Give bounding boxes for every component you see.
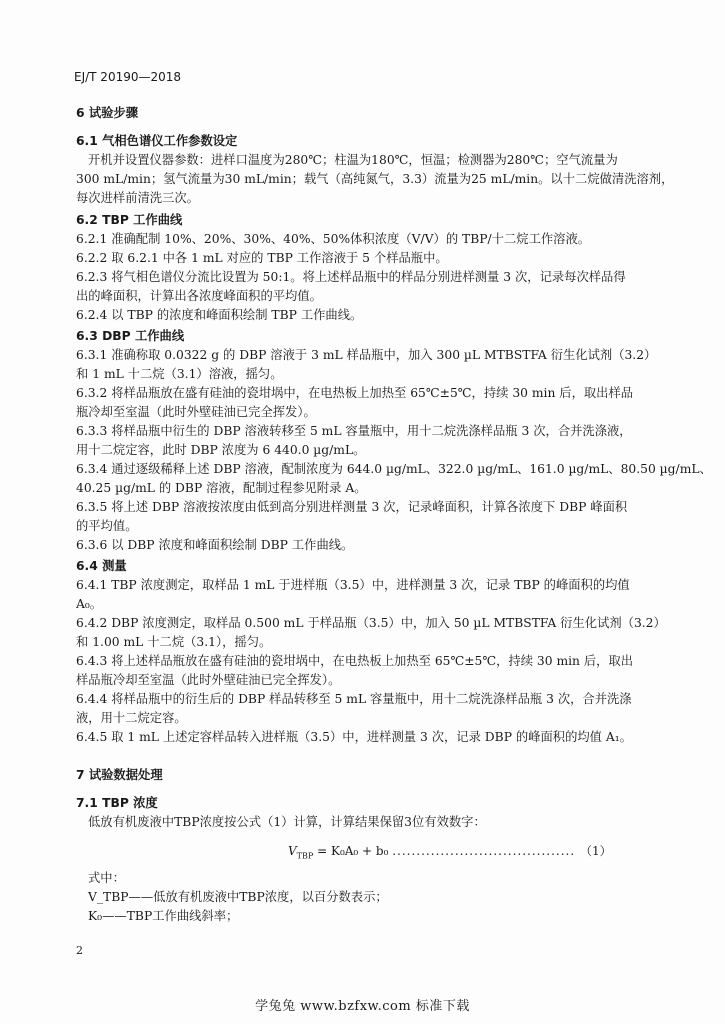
- formula-rhs: = K₀A₀ + b₀: [317, 844, 389, 858]
- body-text-line: 用十二烷定容，此时 DBP 浓度为 6 440.0 µg/mL。: [76, 443, 366, 457]
- body-text-line: 低放有机废液中TBP浓度按公式（1）计算，计算结果保留3位有效数字：: [88, 815, 486, 829]
- watermark-footer: 学兔兔 www.bzfxw.com 标准下载: [255, 999, 470, 1014]
- body-text-line: 6.2.1 准确配制 10%、20%、30%、40%、50%体积浓度（V/V）的 TBP/十二烷工作溶液。: [76, 232, 591, 246]
- body-text-line: 6.3.2 将样品瓶放在盛有硅油的瓷坩埚中，在电热板上加热至 65℃±5℃，持续 30 min 后，取出样品: [76, 386, 634, 400]
- body-text-line: 6.3.6 以 DBP 浓度和峰面积绘制 DBP 工作曲线。: [76, 538, 354, 552]
- body-text-line: 6.3.3 将样品瓶中衍生的 DBP 溶液转移至 5 mL 容量瓶中，用十二烷洗涤样品瓶 3 次，合并洗涤液，: [76, 424, 632, 438]
- body-text-line: 瓶冷却至室温（此时外壁硅油已完全挥发）。: [76, 405, 316, 419]
- body-text-line: 6.4.1 TBP 浓度测定，取样品 1 mL 于进样瓶（3.5）中，进样测量 3 次，记录 TBP 的峰面积的均值: [76, 578, 630, 592]
- formula-number: （1）: [580, 844, 612, 858]
- page-number: 2: [76, 944, 83, 957]
- body-text-line: 6.2.4 以 TBP 的浓度和峰面积绘制 TBP 工作曲线。: [76, 308, 363, 322]
- body-text-line: K₀——TBP工作曲线斜率；: [88, 909, 239, 923]
- body-text-line: 开机并设置仪器参数：进样口温度为280℃；柱温为180℃，恒温；检测器为280℃；空气流量为: [88, 153, 618, 167]
- section-heading: 6 试验步骤: [76, 106, 139, 120]
- standard-code-header: EJ/T 20190—2018: [74, 70, 182, 84]
- body-text-line: 和 1.00 mL 十二烷（3.1），摇匀。: [76, 635, 272, 649]
- body-text-line: 出的峰面积，计算出各浓度峰面积的平均值。: [76, 289, 322, 303]
- formula-leader-dots: ......................................: [392, 844, 580, 858]
- body-text-line: 每次进样前清洗三次。: [76, 191, 199, 205]
- formula-1: [288, 842, 612, 860]
- body-text-line: A₀。: [76, 597, 103, 611]
- body-text-line: 300 mL/min；氢气流量为30 mL/min；载气（高纯氮气，3.3）流量为25 mL/min。以十二烷做清洗溶剂，: [76, 172, 674, 186]
- section-heading: 6.2 TBP 工作曲线: [76, 213, 183, 227]
- body-text-line: 6.3.1 准确称取 0.0322 g 的 DBP 溶液于 3 mL 样品瓶中，加入 300 µL MTBSTFA 衍生化试剂（3.2）: [76, 348, 657, 362]
- body-text-line: 40.25 µg/mL 的 DBP 溶液，配制过程参见附录 A。: [76, 481, 367, 495]
- section-heading: 6.1 气相色谱仪工作参数设定: [76, 134, 238, 148]
- body-text-line: 样品瓶冷却至室温（此时外壁硅油已完全挥发）。: [76, 673, 341, 687]
- formula-lhs-subscript: TBP: [296, 851, 314, 861]
- body-text-line: 式中：: [88, 871, 125, 885]
- body-text-line: 6.4.3 将上述样品瓶放在盛有硅油的瓷坩埚中，在电热板上加热至 65℃±5℃，持续 30 min 后，取出: [76, 654, 634, 668]
- section-heading: 6.3 DBP 工作曲线: [76, 329, 185, 343]
- body-text-line: 6.4.5 取 1 mL 上述定容样品转入进样瓶（3.5）中，进样测量 3 次，记录 DBP 的峰面积的均值 A₁。: [76, 730, 632, 744]
- body-text-line: 6.4.4 将样品瓶中的衍生后的 DBP 样品转移至 5 mL 容量瓶中，用十二烷洗涤样品瓶 3 次，合并洗涤: [76, 692, 632, 706]
- body-text-line: 6.3.5 将上述 DBP 溶液按浓度由低到高分别进样测量 3 次，记录峰面积，计算各浓度下 DBP 峰面积: [76, 500, 628, 514]
- body-text-line: 6.3.4 通过逐级稀释上述 DBP 溶液，配制浓度为 644.0 µg/mL、322.0 µg/mL、161.0 µg/mL、80.50 µg/mL、: [76, 462, 712, 476]
- body-text-line: 的平均值。: [76, 519, 138, 533]
- section-heading: 7.1 TBP 浓度: [76, 796, 158, 810]
- body-text-line: 6.2.2 取 6.2.1 中各 1 mL 对应的 TBP 工作溶液于 5 个样品瓶中。: [76, 251, 448, 265]
- section-heading: 6.4 测量: [76, 559, 127, 573]
- formula-lhs: V: [288, 844, 297, 858]
- body-text-line: 液，用十二烷定容。: [76, 711, 187, 725]
- section-heading: 7 试验数据处理: [76, 768, 163, 782]
- body-text-line: 6.4.2 DBP 浓度测定，取样品 0.500 mL 于样品瓶（3.5）中，加入 50 µL MTBSTFA 衍生化试剂（3.2）: [76, 616, 666, 630]
- body-text-line: V_TBP——低放有机废液中TBP浓度，以百分数表示；: [88, 890, 388, 904]
- body-text-line: 和 1 mL 十二烷（3.1）溶液，摇匀。: [76, 367, 283, 381]
- body-text-line: 6.2.3 将气相色谱仪分流比设置为 50:1。将上述样品瓶中的样品分别进样测量 3 次，记录每次样品得: [76, 270, 626, 284]
